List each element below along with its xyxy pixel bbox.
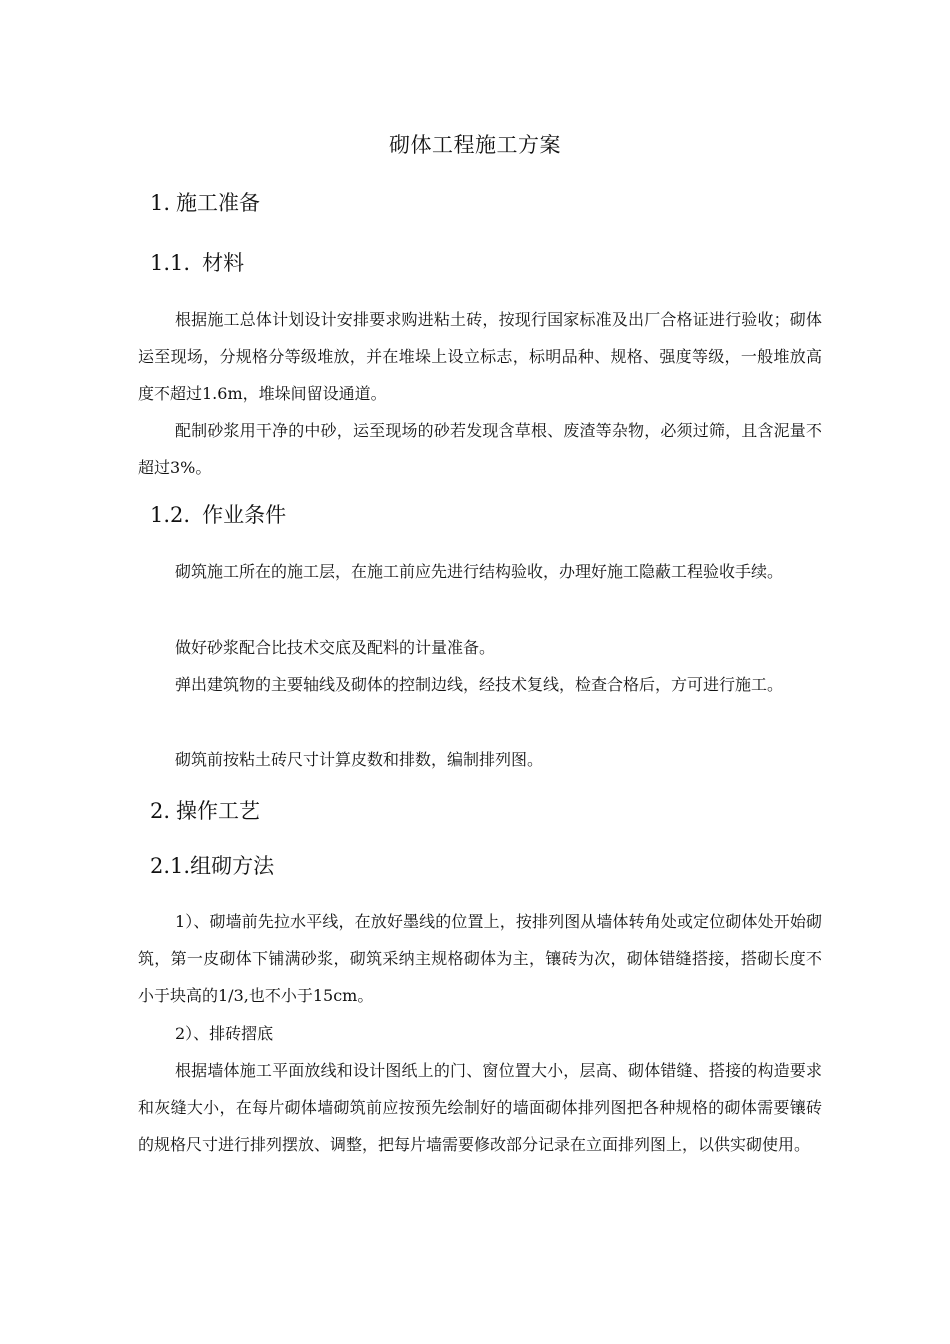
- section-1-heading: [150, 188, 260, 218]
- paragraph-2-1-c: 根据墙体施工平面放线和设计图纸上的门、窗位置大小，层高、砌体错缝、搭接的构造要求和灰缝大小，在每片砌体墙砌筑前应按预先绘制好的墙面砌体排列图把各种规格的砌体需要镶砖的规格尺寸进行排列摆放、调整，把每片墙需要修改部分记录在立面排列图上，以供实砌使用。: [138, 1061, 822, 1154]
- subsection-2-1-heading: [150, 851, 274, 881]
- paragraph-1-2-d: 砌筑前按粘土砖尺寸计算皮数和排数，编制排列图。: [175, 750, 544, 769]
- section-2-heading: [150, 796, 260, 826]
- paragraph-1-2-c: 弹出建筑物的主要轴线及砌体的控制边线，经技术复线，检查合格后，方可进行施工。: [175, 675, 784, 694]
- subsection-1-1-heading: [150, 248, 244, 278]
- paragraph-1-2-a: 砌筑施工所在的施工层，在施工前应先进行结构验收，办理好施工隐蔽工程验收手续。: [175, 562, 784, 581]
- paragraph-1-1-b: 配制砂浆用干净的中砂，运至现场的砂若发现含草根、废渣等杂物，必须过筛，且含泥量不超过3%。: [138, 421, 822, 477]
- subsection-1-2-title: 作业条件: [202, 503, 287, 527]
- section-2-number: 2.: [150, 799, 171, 823]
- subsection-2-1-title: 组砌方法: [190, 854, 275, 878]
- subsection-2-1-number: 2.1.: [150, 854, 191, 878]
- subsection-1-2-heading: [150, 500, 286, 530]
- paragraph-1-2-b: 做好砂浆配合比技术交底及配料的计量准备。: [175, 638, 496, 657]
- document-title: 砌体工程施工方案: [389, 133, 561, 157]
- paragraph-2-1-a: 1）、砌墙前先拉水平线，在放好墨线的位置上，按排列图从墙体转角处或定位砌体处开始砌筑，第一皮砌体下铺满砂浆，砌筑采纳主规格砌体为主，镶砖为次，砌体错缝搭接，搭砌长度不小于块高的1/3,也不小于15cm。: [138, 912, 822, 1005]
- subsection-1-1-number: 1.1.: [150, 251, 191, 275]
- subsection-1-2-number: 1.2.: [150, 503, 191, 527]
- subsection-1-1-title: 材料: [202, 251, 245, 275]
- paragraph-1-1-a: 根据施工总体计划设计安排要求购进粘土砖，按现行国家标准及出厂合格证进行验收；砌体运至现场，分规格分等级堆放，并在堆垛上设立标志，标明品种、规格、强度等级，一般堆放高度不超过1.6m，堆垛间留设通道。: [138, 310, 822, 403]
- paragraph-2-1-b: 2）、排砖摺底: [175, 1024, 274, 1043]
- section-1-title: 施工准备: [176, 191, 261, 215]
- section-2-title: 操作工艺: [176, 799, 261, 823]
- section-1-number: 1.: [150, 191, 171, 215]
